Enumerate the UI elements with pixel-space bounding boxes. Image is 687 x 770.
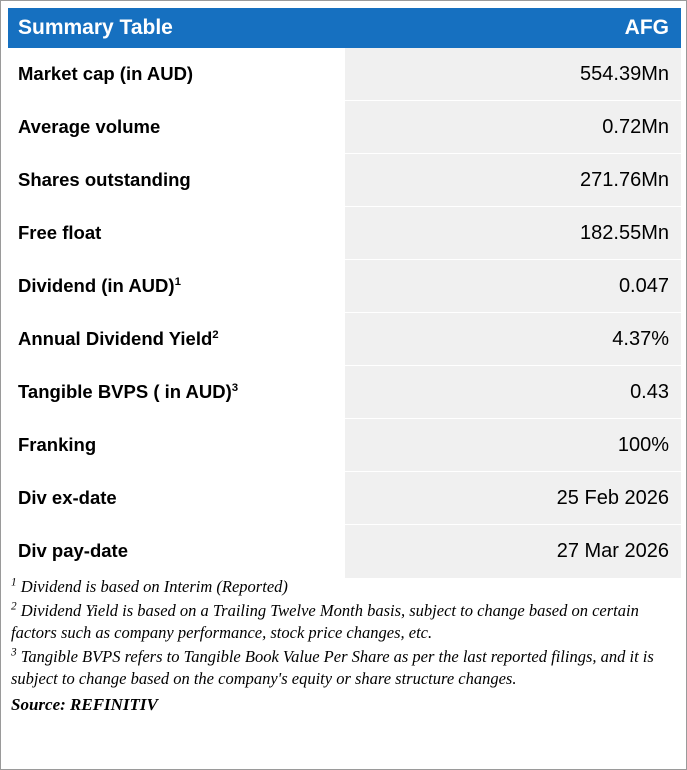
row-label-franking	[8, 419, 345, 472]
row-label-shares-outstanding	[8, 154, 345, 207]
table-row	[8, 207, 681, 260]
footnote-marker: 1	[11, 576, 17, 589]
row-value-div-pay-date: 27 Mar 2026	[345, 525, 682, 578]
table-row	[8, 472, 681, 525]
footnote-text: Dividend Yield is based on a Trailing Twelve Month basis, subject to change based on certain factors such as company performance, stock price changes, etc.	[11, 601, 639, 642]
footnote-marker: 1	[174, 275, 181, 288]
footnote-marker: 3	[11, 646, 17, 659]
table-body	[8, 48, 681, 578]
footnote-text: Dividend is based on Interim (Reported)	[20, 577, 288, 596]
row-label-div-ex-date	[8, 472, 345, 525]
footnote-marker: 3	[231, 381, 239, 394]
table-row	[8, 366, 681, 419]
row-label-average-volume	[8, 101, 345, 154]
table-row	[8, 154, 681, 207]
row-label-annual-dividend-yield	[8, 313, 345, 366]
row-label-text: Shares outstanding	[18, 169, 191, 190]
row-value-market-cap: 554.39Mn	[345, 48, 682, 101]
row-value-tangible-bvps: 0.43	[345, 366, 682, 419]
footnote-1	[9, 576, 667, 597]
table-ticker: AFG	[345, 8, 682, 48]
footnote-text: Tangible BVPS refers to Tangible Book Value Per Share as per the last reported filings, and it is subject to change based on the company's equity or share structure changes.	[11, 647, 654, 688]
row-label-text: Div ex-date	[18, 487, 117, 508]
footnotes-block	[9, 576, 677, 715]
row-label-text: Annual Dividend Yield	[18, 328, 213, 349]
table-row	[8, 260, 681, 313]
summary-table	[8, 8, 681, 578]
table-row	[8, 525, 681, 578]
table-row	[8, 101, 681, 154]
row-value-div-ex-date: 25 Feb 2026	[345, 472, 682, 525]
row-value-free-float: 182.55Mn	[345, 207, 682, 260]
row-value-annual-dividend-yield: 4.37%	[345, 313, 682, 366]
row-label-text: Div pay-date	[18, 540, 129, 561]
row-label-tangible-bvps	[8, 366, 345, 419]
row-value-shares-outstanding: 271.76Mn	[345, 154, 682, 207]
row-label-text: Average volume	[18, 116, 161, 137]
row-value-dividend: 0.047	[345, 260, 682, 313]
footnote-marker: 2	[11, 600, 17, 613]
row-label-text: Franking	[18, 434, 97, 455]
row-value-franking: 100%	[345, 419, 682, 472]
row-label-market-cap	[8, 48, 345, 101]
table-row	[8, 419, 681, 472]
summary-table-container	[8, 8, 681, 578]
row-label-text: Tangible BVPS ( in AUD)	[18, 381, 232, 402]
table-row	[8, 48, 681, 101]
footnote-2	[9, 600, 667, 643]
table-row	[8, 313, 681, 366]
row-label-free-float	[8, 207, 345, 260]
row-value-average-volume: 0.72Mn	[345, 101, 682, 154]
row-label-dividend	[8, 260, 345, 313]
table-header-row	[8, 8, 681, 48]
footnote-marker: 2	[212, 328, 219, 341]
row-label-div-pay-date	[8, 525, 345, 578]
table-title: Summary Table	[8, 8, 345, 48]
row-label-text: Dividend (in AUD)	[18, 275, 175, 296]
row-label-text: Market cap (in AUD)	[18, 63, 194, 84]
source-label: Source: REFINITIV	[11, 695, 158, 715]
footnote-3	[9, 646, 667, 689]
row-label-text: Free float	[18, 222, 102, 243]
